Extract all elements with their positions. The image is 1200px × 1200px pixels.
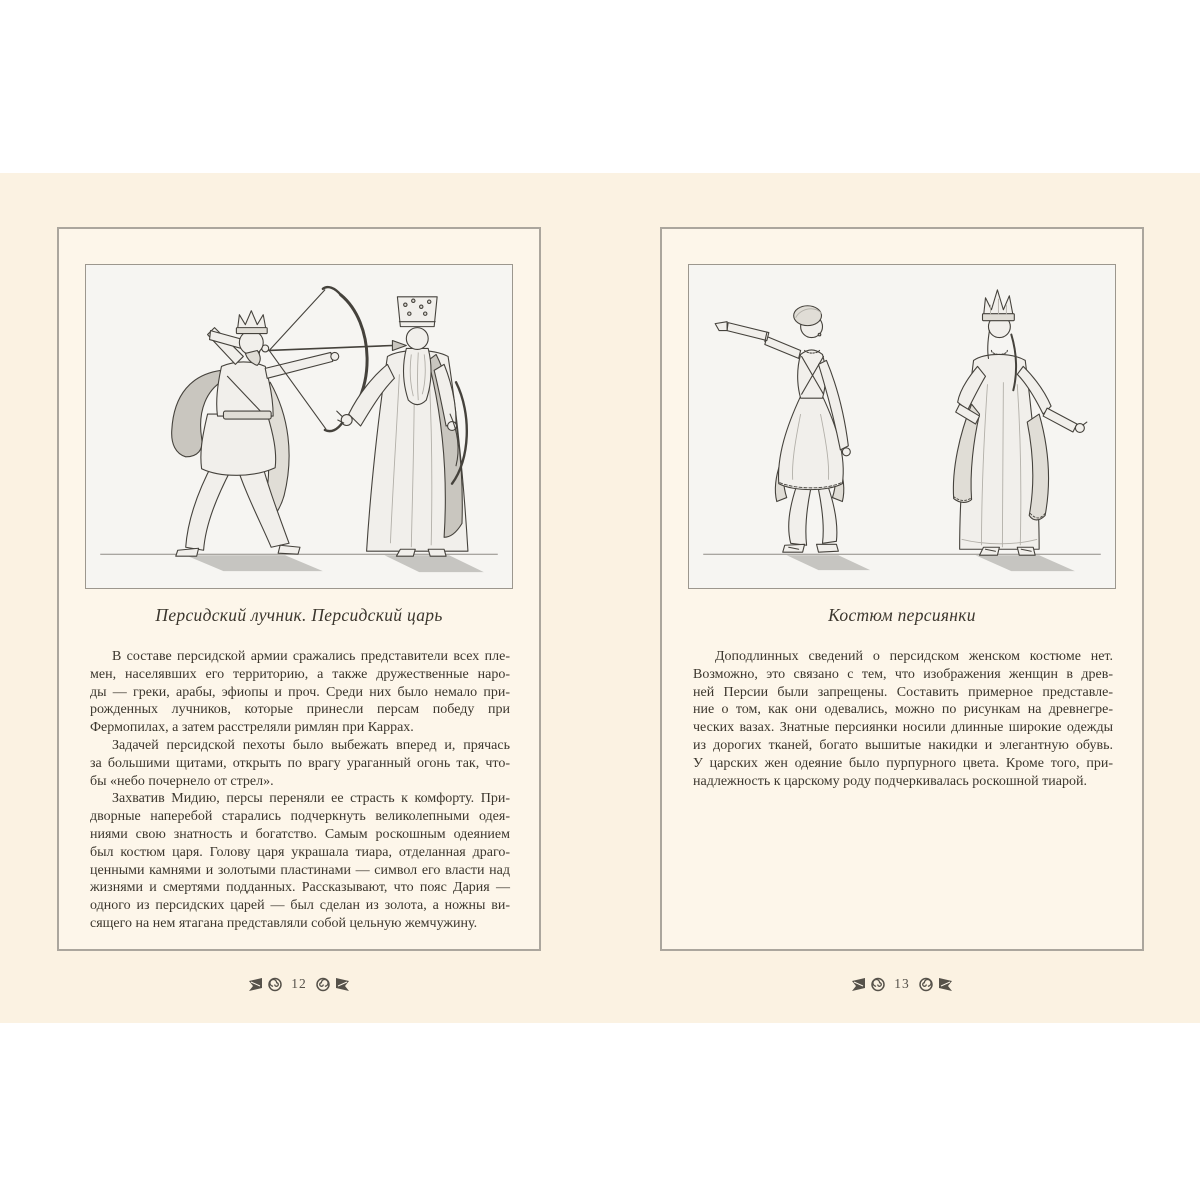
paragraph [90, 790, 510, 932]
text-line: за большими щитами, открыть по врагу ураганный огонь так, что- [90, 755, 510, 771]
text-line: ческих вазах. Знатные персиянки носили длинные широкие одежды [693, 720, 1113, 736]
text-line: У царских жен одеяние было пурпурного цвета. Кроме того, при- [693, 755, 1113, 771]
persian-women-engraving-svg [689, 265, 1115, 588]
text-line: ниями свою знатность и богатство. Самым роскошным одеянием [90, 826, 510, 842]
paragraph [693, 648, 1113, 790]
text-line: ценными камнями и золотыми пластинами — символ его власти над [90, 862, 510, 878]
text-line: надлежность к царскому роду подчеркивалась роскошной тиарой. [693, 773, 1087, 789]
left-page-text [90, 648, 510, 933]
text-line: рожденных лучников, которые принесли персам победу при [90, 702, 510, 718]
page-number: 12 [291, 976, 307, 991]
left-page [57, 227, 541, 1019]
left-page-folio [57, 974, 541, 994]
text-line: ней Персии были запрещены. Составить примерное представле- [693, 684, 1113, 700]
illustration-persian-women-costume [688, 264, 1116, 589]
text-line: мен, населявших его территорию, а также дружественные наро- [90, 666, 510, 682]
text-line: ды — греки, арабы, эфиопы и проч. Среди них было немало при- [90, 684, 510, 700]
text-line: дворные наперебой старались подчеркнуть великолепными одея- [90, 809, 510, 825]
illustration-persian-archer-and-king [85, 264, 513, 589]
persian-archer-king-engraving-svg [86, 265, 512, 588]
folio-ornament-right-icon [314, 977, 350, 992]
text-line: из дорогих тканей, богато вышитые накидки и элегантную обувь. [693, 737, 1113, 753]
persian-woman-figure [715, 306, 850, 552]
text-line: Доподлинных сведений о персидском женском костюме нет. [715, 649, 1113, 664]
text-line: Фермопилах, а затем расстреляли римлян при Каррах. [90, 720, 414, 736]
paragraph [90, 648, 510, 737]
folio-ornament-right-icon [917, 977, 953, 992]
paragraph [90, 737, 510, 790]
text-line: В составе персидской армии сражались представители всех пле- [112, 649, 510, 664]
text-line: Захватив Мидию, персы переняли ее страсть к комфорту. При- [112, 791, 510, 807]
text-line: сящего на нем ятагана представляли собой цельную жемчужину. [90, 915, 478, 931]
left-page-frame [57, 227, 541, 951]
persian-queen-figure [953, 290, 1086, 555]
page-number: 13 [894, 976, 910, 991]
text-line: бы «небо почернело от стрел». [90, 773, 274, 789]
right-page [660, 227, 1144, 1019]
folio-ornament-left-icon [851, 977, 887, 992]
right-page-caption: Костюм персиянки [828, 605, 976, 625]
right-page-folio [660, 974, 1144, 994]
left-page-caption: Персидский лучник. Персидский царь [155, 605, 443, 625]
text-line: Возможно, это связано с тем, что изображения женщин в древ- [693, 666, 1113, 682]
right-page-frame [660, 227, 1144, 951]
text-line: Задачей персидской пехоты было выбежать вперед и, прячась [112, 737, 510, 753]
folio-ornament-left-icon [248, 977, 284, 992]
text-line: одного из персидских царей — был сделан из золота, а ножны ви- [90, 898, 510, 914]
right-page-text [693, 648, 1113, 790]
text-line: жизнями и смертями подданных. Рассказывают, что пояс Дария — [90, 880, 510, 896]
text-line: ние о том, как они одевались, можно по рисункам на древнегре- [693, 702, 1113, 718]
text-line: был костюм царя. Голову царя украшала тиара, отделанная драго- [90, 844, 510, 860]
book-page-background [0, 173, 1200, 1023]
king-figure [337, 297, 468, 556]
